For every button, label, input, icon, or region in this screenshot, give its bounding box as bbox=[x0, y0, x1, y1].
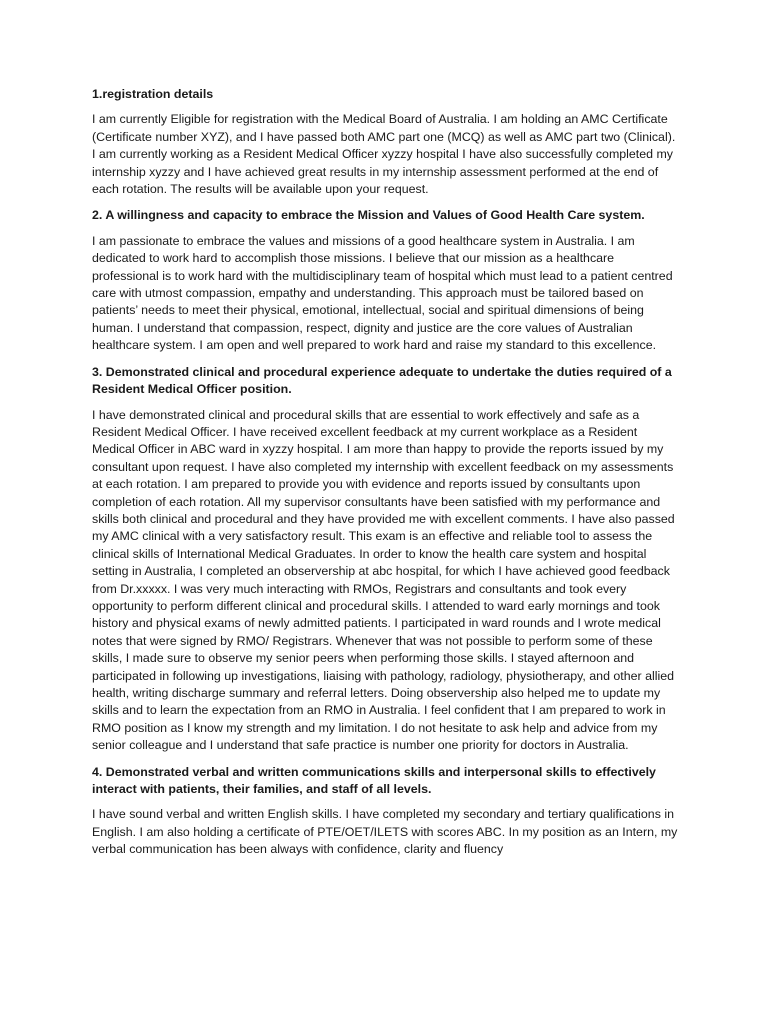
section-registration-details bbox=[92, 86, 678, 198]
document-page bbox=[92, 86, 678, 868]
section-paragraph: I have sound verbal and written English skills. I have completed my secondary and tertiary qualifications in English. I am also holding a certificate of PTE/OET/ILETS with scores ABC. In my position as an Intern, my verbal communication has been always with confidence, clarity and fluency bbox=[92, 807, 678, 857]
section-clinical-experience bbox=[92, 364, 678, 755]
section-heading: 1.registration details bbox=[92, 87, 214, 101]
section-mission-values bbox=[92, 207, 678, 354]
section-paragraph: I have demonstrated clinical and procedural skills that are essential to work effectively and safe as a Resident Medical Officer. I have received excellent feedback at my current workplace as a Resident Medical Officer in ABC ward in xyzzy hospital. I am more than happy to provide the reports issued by my consultant upon request. I have also completed my internship with excellent feedback on my assessments at each rotation. I am prepared to provide you with evidence and reports issued by consultants upon completion of each rotation. All my supervisor consultants have been satisfied with my performance and skills both clinical and procedural and they have provided me with excellent comments. I have also passed my AMC clinical with a very satisfactory result. This exam is an effective and reliable tool to assess the clinical skills of International Medical Graduates. In order to know the health care system and hospital setting in Australia, I completed an observership at abc hospital, for which I have achieved good feedback from Dr.xxxxx. I was very much interacting with RMOs, Registrars and consultants and took every opportunity to perform different clinical and procedural skills. I attended to ward early mornings and took history and physical exams of newly admitted patients. I participated in ward rounds and I wrote medical notes that were signed by RMO/ Registrars. Whenever that was not possible to perform some of these skills, I made sure to observe my senior peers when performing those skills. I stayed afternoon and participated in following up investigations, liaising with pathology, radiology, physiotherapy, and other allied health, writing discharge summary and referral letters. Doing observership also helped me to update my skills and to learn the expectation from an RMO in Australia. I feel confident that I am prepared to work in RMO position as I know my strength and my limitation. I do not hesitate to ask help and advice from my senior colleague and I understand that safe practice is number one priority for doctors in Australia. bbox=[92, 407, 675, 753]
section-paragraph: I am currently Eligible for registration with the Medical Board of Australia. I am holding an AMC Certificate (Certificate number XYZ), and I have passed both AMC part one (MCQ) as well as AMC part two (Clinical). I am currently working as a Resident Medical Officer xyzzy hospital I have also successfully completed my internship xyzzy and I have achieved great results in my internship assessment performed at the end of each rotation. The results will be available upon your request. bbox=[92, 112, 676, 197]
section-heading: 3. Demonstrated clinical and procedural experience adequate to undertake the duties required of a Resident Medical Officer position. bbox=[92, 364, 672, 397]
section-paragraph: I am passionate to embrace the values and missions of a good healthcare system in Australia. I am dedicated to work hard to accomplish those missions. I believe that our mission as a healthcare professional is to work hard with the multidisciplinary team of hospital which must lead to a patient centred care with utmost compassion, empathy and understanding. This approach must be tailored based on patients’ needs to meet their physical, emotional, intellectual, social and spiritual dimensions of being human. I understand that compassion, respect, dignity and justice are the core values of Australian healthcare system. I am open and well prepared to work hard and raise my standard to this excellence. bbox=[92, 233, 673, 353]
section-heading: 4. Demonstrated verbal and written communications skills and interpersonal skills to effectively interact with patients, their families, and staff of all levels. bbox=[92, 764, 656, 797]
section-heading: 2. A willingness and capacity to embrace the Mission and Values of Good Health Care system. bbox=[92, 208, 645, 223]
section-communication-skills bbox=[92, 764, 678, 859]
